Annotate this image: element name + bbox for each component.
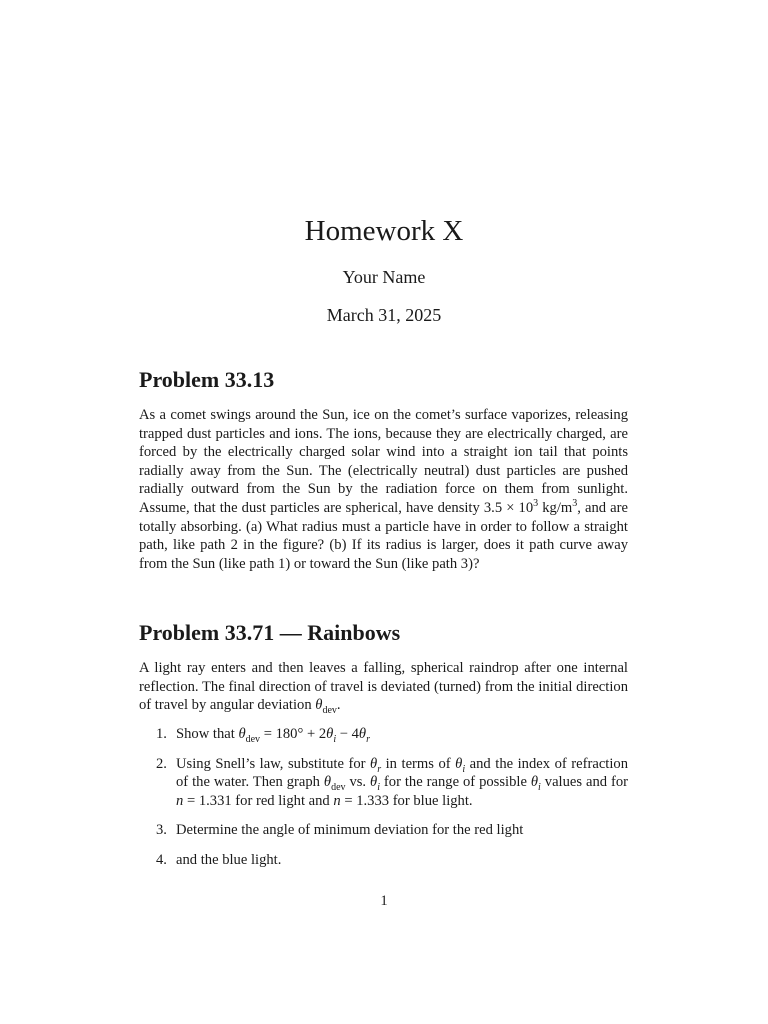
document-date: March 31, 2025 — [326, 305, 442, 325]
unit-text: kg/m — [538, 499, 573, 516]
item-text: Show that $\theta_{dev} = 180^\circ + 2\theta_i - 4\theta_r$ — [176, 726, 370, 745]
item-number: 1. — [156, 726, 167, 742]
exponent: 3 — [533, 498, 539, 510]
problem-intro — [139, 659, 628, 715]
page-number: 1 — [380, 893, 388, 909]
list-item — [139, 821, 628, 840]
item-text: Determine the angle of minimum deviation for the red light — [176, 822, 524, 839]
intro-text — [139, 659, 628, 715]
intro-end: . — [336, 697, 341, 714]
item-text: Using Snell’s law, substitute for $\theta_r$ in terms of $\theta_i$ and the index of refraction of the water. Then graph $\theta_{dev}$ vs. $\theta_i$ for the range of possible $\theta_i$ values and for n = 1.331 for red light and n = 1.333 for blue light. — [176, 755, 629, 809]
problem-heading: Problem 33.71 — Rainbows — [139, 620, 401, 645]
document-title: Homework X — [304, 215, 464, 247]
item-text: and the blue light. — [176, 851, 282, 868]
item-number: 4. — [156, 851, 167, 868]
subscript: dev — [322, 705, 337, 717]
problem-item-list — [139, 725, 628, 870]
list-item — [139, 851, 628, 870]
problem-heading: Problem 33.13 — [139, 367, 275, 392]
list-item — [139, 725, 628, 744]
list-item — [139, 755, 628, 811]
paragraph-text-2: , and are totally absorbing. (a) What radius must a particle have in order to follow a straight path, like path 2 in the figure? (b) If its radius is larger, does it path curve away from the Sun (like path 1) or toward the Sun (like path 3)? — [139, 499, 628, 572]
intro-body: A light ray enters and then leaves a falling, spherical raindrop after one internal reflection. The final direction of travel is deviated (turned) from the initial direction of travel by angular deviation — [139, 660, 628, 714]
exponent: 3 — [572, 498, 578, 510]
title-block — [0, 212, 768, 326]
item-number: 2. — [156, 755, 167, 772]
theta-symbol: θ — [315, 697, 323, 714]
document-author: Your Name — [342, 267, 426, 287]
problem-text — [139, 406, 628, 573]
problem-paragraph — [139, 406, 628, 573]
paragraph-text-1: As a comet swings around the Sun, ice on the comet’s surface vaporizes, releasing trapped dust particles and ions. The ions, because they are electrically charged, are forced by the electrically charged solar wind into a straight ion tail that points radially away from the Sun. The (electrically neutral) dust particles are pushed radially outward from the Sun by the radiation force on them from sunlight. Assume, that the dust particles are spherical, have density 3.5 × 10 — [139, 407, 628, 516]
item-number: 3. — [156, 822, 167, 839]
